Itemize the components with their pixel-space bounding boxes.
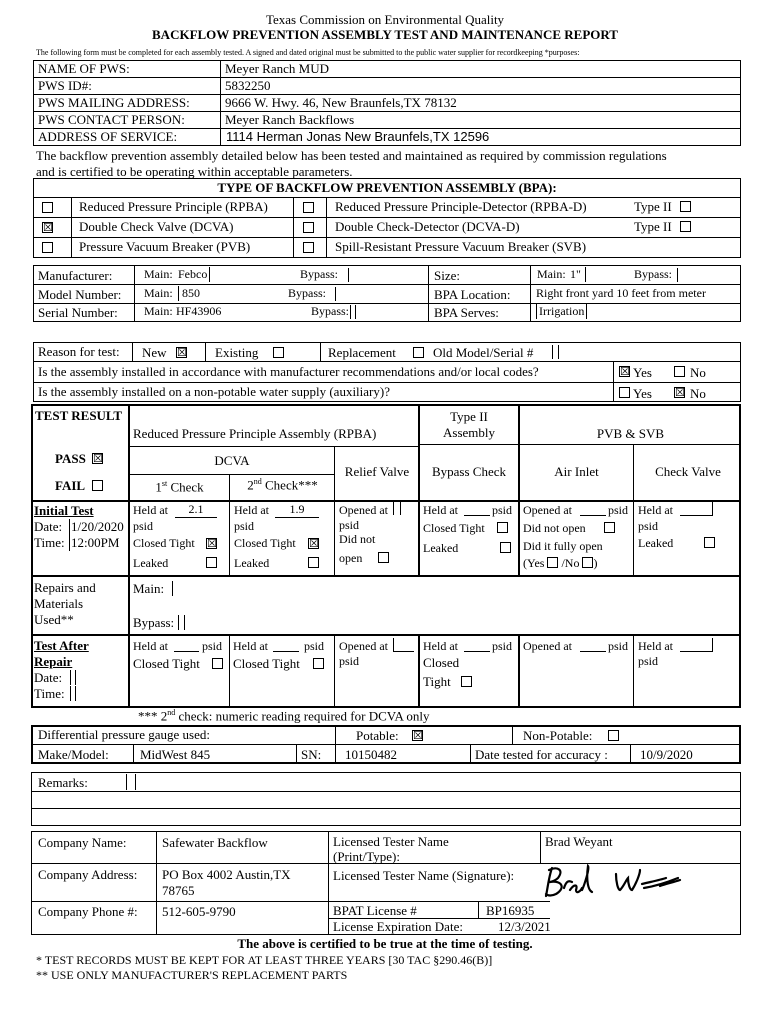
tester-name[interactable]: Brad Weyant: [545, 834, 613, 849]
sn-value[interactable]: 10150482: [345, 747, 397, 762]
instructions: The following form must be completed for each assembly tested. A signed and dated original must be submitted to the public water supplier for recordkeeping *purposes:: [36, 48, 580, 57]
size-label: Size:: [434, 268, 460, 283]
first-closed-tight-label: Closed Tight: [133, 536, 195, 550]
relief-open-label: open: [339, 551, 363, 565]
after-relief-opened-at-label: Opened at: [339, 639, 388, 653]
tester-name-label-2: (Print/Type):: [333, 849, 400, 864]
first-psid-label: psid: [133, 519, 154, 533]
footnote-sup: nd: [167, 708, 176, 717]
second-psid-label: psid: [234, 519, 255, 533]
first-check-value[interactable]: 2.1: [175, 502, 217, 518]
rpba-d-type2-label: Type II: [634, 199, 672, 214]
bypass-closed-tight-checkbox[interactable]: [497, 522, 508, 533]
second-check-sup: nd: [253, 477, 262, 486]
first-check-text: Check: [167, 479, 204, 495]
company-address-line2[interactable]: 78765: [162, 883, 195, 898]
agency-name: Texas Commission on Environmental Quality: [265, 12, 505, 27]
pws-mailing-label: PWS MAILING ADDRESS:: [38, 95, 190, 110]
after-date-label: Date:: [34, 670, 63, 685]
manufacturer-main[interactable]: Febco: [178, 267, 210, 282]
after-second-psid-label: psid: [304, 639, 325, 653]
relief-did-not-label: Did not: [339, 532, 376, 546]
bpa-serves[interactable]: Irrigation: [536, 304, 587, 319]
serial-main-label: Main:: [144, 304, 173, 318]
after-air-psid-label: psid: [608, 639, 629, 653]
air-did-not-open-checkbox[interactable]: [604, 522, 615, 533]
after-second-held-at-label: Held at: [233, 639, 268, 653]
check-valve-leaked-label: Leaked: [638, 536, 674, 550]
size-bypass-label: Bypass:: [634, 267, 673, 281]
check-valve-psid-label: psid: [638, 519, 659, 533]
make-model[interactable]: MidWest 845: [140, 747, 211, 762]
footnote-pre: *** 2: [138, 708, 168, 724]
first-check-header: [130, 479, 229, 495]
dcva-d-label: Double Check-Detector (DCVA-D): [335, 219, 520, 234]
codes-yes-label: Yes: [633, 365, 652, 380]
first-held-at-label: Held at: [133, 503, 168, 517]
after-date-field[interactable]: [70, 670, 76, 685]
second-held-at-label: Held at: [234, 503, 269, 517]
after-bypass-held-at-label: Held at: [423, 639, 458, 653]
second-check-header: [231, 477, 334, 493]
relief-valve-header: Relief Valve: [344, 464, 410, 479]
expiration-date[interactable]: 12/3/2021: [498, 919, 551, 934]
initial-date-label: Date:: [34, 519, 63, 534]
after-air-opened-at-field[interactable]: [580, 651, 606, 652]
after-second-held-at-field[interactable]: [273, 651, 299, 652]
footnote-parts: ** USE ONLY MANUFACTURER'S REPLACEMENT PARTS: [36, 968, 348, 982]
nonpotable-yes-checkbox[interactable]: [619, 387, 630, 398]
pws-contact-label: PWS CONTACT PERSON:: [38, 112, 185, 127]
reason-label: Reason for test:: [38, 344, 120, 359]
second-check-value[interactable]: 1.9: [275, 502, 319, 518]
first-closed-tight-checkbox[interactable]: ☒: [207, 537, 217, 550]
bypass-held-at-label: Held at: [423, 503, 458, 517]
air-opened-at-label: Opened at: [523, 503, 572, 517]
relief-opened-at-label: Opened at: [339, 503, 388, 517]
rpba-d-type2-checkbox[interactable]: [680, 201, 691, 212]
codes-no-label: No: [690, 365, 706, 380]
first-leaked-checkbox[interactable]: [206, 557, 217, 568]
serial-main[interactable]: HF43906: [176, 304, 222, 318]
rpba-column-header: Reduced Pressure Principle Assembly (RPBA): [133, 426, 377, 441]
pws-name[interactable]: Meyer Ranch MUD: [225, 61, 329, 76]
size-main-label: Main:: [537, 267, 566, 281]
footnote-records: * TEST RECORDS MUST BE KEPT FOR AT LEAST THREE YEARS [30 TAC §290.46(B)]: [36, 953, 493, 967]
relief-opened-at-field[interactable]: [393, 502, 401, 515]
test-after-repair-label-2: Repair: [34, 654, 73, 669]
bpa-serves-label: BPA Serves:: [434, 305, 499, 320]
certification: The above is certified to be true at the time of testing.: [237, 936, 533, 951]
check-valve-leaked-checkbox[interactable]: [704, 537, 715, 548]
after-relief-psid-label: psid: [339, 654, 360, 668]
tester-name-label-1: Licensed Tester Name: [333, 834, 449, 849]
nonpotable-no-label: No: [690, 386, 706, 401]
first-check-sup: st: [161, 479, 168, 488]
bpa-location[interactable]: Right front yard 10 feet from meter: [536, 286, 706, 300]
make-model-label: Make/Model:: [38, 747, 109, 762]
fail-checkbox[interactable]: [92, 480, 103, 491]
relief-did-not-open-checkbox[interactable]: [378, 552, 389, 563]
accuracy-date[interactable]: 10/9/2020: [640, 747, 693, 762]
statement-line-2: and is certified to be operating within acceptable parameters.: [36, 164, 353, 179]
question-codes: Is the assembly installed in accordance with manufacturer recommendations and/or local codes?: [38, 364, 539, 379]
size-main[interactable]: 1": [570, 267, 586, 282]
footnote-text: check: numeric reading required for DCVA only: [175, 708, 430, 724]
company-address-line1[interactable]: PO Box 4002 Austin,TX: [162, 867, 291, 882]
bypass-held-at-field[interactable]: [464, 515, 490, 516]
accuracy-label: Date tested for accuracy :: [475, 747, 608, 762]
pws-mailing-address[interactable]: 9666 W. Hwy. 46, New Braunfels,TX 78132: [225, 95, 457, 110]
pws-contact-person[interactable]: Meyer Ranch Backflows: [225, 112, 355, 127]
model-label: Model Number:: [38, 287, 122, 302]
initial-date[interactable]: 1/20/2020: [71, 519, 124, 534]
reason-existing-checkbox[interactable]: [273, 347, 284, 358]
pws-id-label: PWS ID#:: [38, 78, 92, 93]
manufacturer-bypass[interactable]: [342, 268, 349, 282]
svb-label: Spill-Resistant Pressure Vacuum Breaker (SVB): [335, 239, 587, 254]
dcva-d-type2-checkbox[interactable]: [680, 221, 691, 232]
repairs-bypass-field[interactable]: [178, 615, 185, 630]
bypass-leaked-checkbox[interactable]: [500, 542, 511, 553]
rpba-d-label: Reduced Pressure Principle-Detector (RPBA-D): [335, 199, 587, 214]
after-check-valve-psid-label: psid: [638, 654, 659, 668]
second-check-num: 2: [247, 477, 254, 493]
air-fully-open-label: Did it fully open: [523, 539, 603, 553]
air-yes-checkbox[interactable]: [547, 557, 558, 568]
company-name[interactable]: Safewater Backflow: [162, 835, 268, 850]
after-check-valve-held-at-field[interactable]: [680, 638, 713, 652]
manufacturer-label: Manufacturer:: [38, 268, 113, 283]
check-valve-header: Check Valve: [655, 464, 721, 479]
tester-signature[interactable]: [540, 860, 690, 902]
repairs-bypass-label: Bypass:: [133, 615, 175, 630]
potable-label: Potable:: [356, 728, 399, 743]
after-time-field[interactable]: [70, 686, 76, 701]
repairs-main-field[interactable]: [167, 581, 173, 596]
first-check-num: 1: [155, 479, 162, 495]
remarks-label: Remarks:: [38, 775, 88, 790]
pvb-label: Pressure Vacuum Breaker (PVB): [79, 239, 251, 254]
after-first-psid-label: psid: [202, 639, 223, 653]
test-result-label: TEST RESULT: [35, 408, 123, 423]
bpa-location-label: BPA Location:: [434, 287, 511, 302]
dcva-d-checkbox[interactable]: [303, 222, 314, 233]
report-title: BACKFLOW PREVENTION ASSEMBLY TEST AND MAINTENANCE REPORT: [152, 27, 618, 42]
reason-new-checkbox[interactable]: ☒: [177, 346, 187, 359]
model-main-label: Main:: [144, 286, 173, 300]
service-address[interactable]: 1114 Herman Jonas New Braunfels,TX 12596: [226, 129, 490, 144]
air-opened-at-field[interactable]: [580, 515, 606, 516]
pass-checkbox[interactable]: ☒: [93, 452, 103, 465]
after-first-closed-tight-label: Closed Tight: [133, 656, 200, 671]
manufacturer-main-label: Main:: [144, 267, 173, 281]
dcva-checkbox[interactable]: ☒: [43, 221, 53, 234]
svb-checkbox[interactable]: [303, 242, 314, 253]
after-first-closed-tight-checkbox[interactable]: [212, 658, 223, 669]
air-inlet-header: Air Inlet: [554, 464, 599, 479]
pws-id[interactable]: 5832250: [225, 78, 271, 93]
after-second-closed-tight-checkbox[interactable]: [313, 658, 324, 669]
type2-header-line2: Assembly: [443, 425, 495, 440]
after-first-held-at-label: Held at: [133, 639, 168, 653]
serial-bypass-label: Bypass:: [311, 304, 350, 318]
potable-checkbox[interactable]: ☒: [413, 729, 423, 742]
bypass-closed-tight-label: Closed Tight: [423, 521, 485, 535]
non-potable-label: Non-Potable:: [523, 728, 593, 743]
company-phone[interactable]: 512-605-9790: [162, 904, 236, 919]
repairs-label-1: Repairs and: [34, 580, 96, 595]
after-second-closed-tight-label: Closed Tight: [233, 656, 300, 671]
expiration-label: License Expiration Date:: [333, 919, 463, 934]
dcva-column-header: DCVA: [214, 453, 250, 468]
after-bypass-held-at-field[interactable]: [464, 651, 490, 652]
pvb-checkbox[interactable]: [42, 242, 53, 253]
codes-no-checkbox[interactable]: [674, 366, 685, 377]
license-number[interactable]: BP16935: [486, 903, 535, 918]
after-air-opened-at-label: Opened at: [523, 639, 572, 653]
second-leaked-checkbox[interactable]: [308, 557, 319, 568]
service-address-label: ADDRESS OF SERVICE:: [38, 129, 178, 144]
manufacturer-bypass-label: Bypass:: [300, 267, 339, 281]
codes-yes-checkbox[interactable]: ☒: [620, 365, 630, 378]
after-check-valve-held-at-label: Held at: [638, 639, 673, 653]
company-address-label: Company Address:: [38, 867, 138, 882]
reason-existing-label: Existing: [215, 345, 259, 360]
serial-bypass[interactable]: [350, 305, 356, 319]
initial-time-label: Time:: [34, 535, 65, 550]
model-main[interactable]: 850: [178, 286, 200, 301]
reason-old-model-label: Old Model/Serial #: [433, 345, 534, 360]
test-after-repair-label-1: Test After: [34, 638, 89, 653]
second-closed-tight-label: Closed Tight: [234, 536, 296, 550]
type2-header-line1: Type II: [450, 409, 488, 424]
nonpotable-no-checkbox[interactable]: ☒: [675, 386, 685, 399]
air-did-not-open-label: Did not open: [523, 521, 586, 535]
air-yes-label: (Yes: [523, 556, 545, 570]
bypass-psid-label: psid: [492, 503, 513, 517]
after-bypass-tight-label: Tight: [423, 674, 451, 689]
repairs-label-3: Used**: [34, 612, 74, 627]
rpba-checkbox[interactable]: [42, 202, 53, 213]
after-first-held-at-field[interactable]: [174, 651, 199, 652]
after-time-label: Time:: [34, 686, 65, 701]
non-potable-checkbox[interactable]: [608, 730, 619, 741]
rpba-label: Reduced Pressure Principle (RPBA): [79, 199, 268, 214]
first-leaked-label: Leaked: [133, 556, 169, 570]
reason-old-model-field[interactable]: [552, 345, 559, 359]
rpba-d-checkbox[interactable]: [303, 202, 314, 213]
air-no-label: /No: [561, 556, 580, 570]
pws-name-label: NAME OF PWS:: [38, 61, 130, 76]
size-bypass[interactable]: [675, 268, 678, 282]
second-check-text: Check***: [261, 477, 318, 493]
statement-line-1: The backflow prevention assembly detailed below has been tested and maintained as required by commission regulations: [36, 148, 667, 163]
bypass-check-header: Bypass Check: [431, 464, 507, 479]
gauge-label: Differential pressure gauge used:: [38, 727, 210, 742]
initial-time[interactable]: 12:00PM: [71, 535, 120, 550]
dcva-label: Double Check Valve (DCVA): [79, 219, 234, 234]
remarks-field[interactable]: [126, 774, 136, 790]
tester-signature-label: Licensed Tester Name (Signature):: [333, 868, 515, 883]
reason-new-label: New: [142, 345, 167, 360]
check-valve-held-at-field[interactable]: [680, 502, 713, 516]
model-bypass-label: Bypass:: [288, 286, 327, 300]
check-valve-held-at-label: Held at: [638, 503, 673, 517]
after-relief-opened-at-field[interactable]: [393, 638, 414, 652]
dcva-footnote: [138, 708, 430, 724]
repairs-label-2: Materials: [34, 596, 84, 611]
bypass-leaked-label: Leaked: [423, 541, 459, 555]
nonpotable-yes-label: Yes: [633, 386, 652, 401]
pass-label: PASS: [55, 451, 86, 466]
dcva-d-type2-label: Type II: [634, 219, 672, 234]
reason-replacement-checkbox[interactable]: [413, 347, 424, 358]
license-label: BPAT License #: [333, 903, 417, 918]
serial-label: Serial Number:: [38, 305, 118, 320]
second-closed-tight-checkbox[interactable]: ☒: [309, 537, 319, 550]
air-psid-label: psid: [608, 503, 629, 517]
pvb-svb-header: PVB & SVB: [596, 426, 665, 441]
company-phone-label: Company Phone #:: [38, 904, 138, 919]
initial-test-label: Initial Test: [34, 503, 94, 518]
after-bypass-psid-label: psid: [492, 639, 513, 653]
reason-replacement-label: Replacement: [328, 345, 396, 360]
company-name-label: Company Name:: [38, 835, 127, 850]
bpa-title: TYPE OF BACKFLOW PREVENTION ASSEMBLY (BPA):: [217, 180, 557, 195]
after-bypass-closed-label: Closed: [423, 655, 460, 670]
model-bypass[interactable]: [329, 287, 336, 301]
fail-label: FAIL: [55, 478, 86, 493]
after-bypass-closed-tight-checkbox[interactable]: [461, 676, 472, 687]
repairs-main-label: Main:: [133, 581, 165, 596]
sn-label: SN:: [301, 747, 322, 762]
relief-psid-label: psid: [339, 518, 360, 532]
question-nonpotable: Is the assembly installed on a non-potable water supply (auxiliary)?: [38, 384, 390, 399]
air-no-checkbox[interactable]: [582, 557, 593, 568]
second-leaked-label: Leaked: [234, 556, 270, 570]
